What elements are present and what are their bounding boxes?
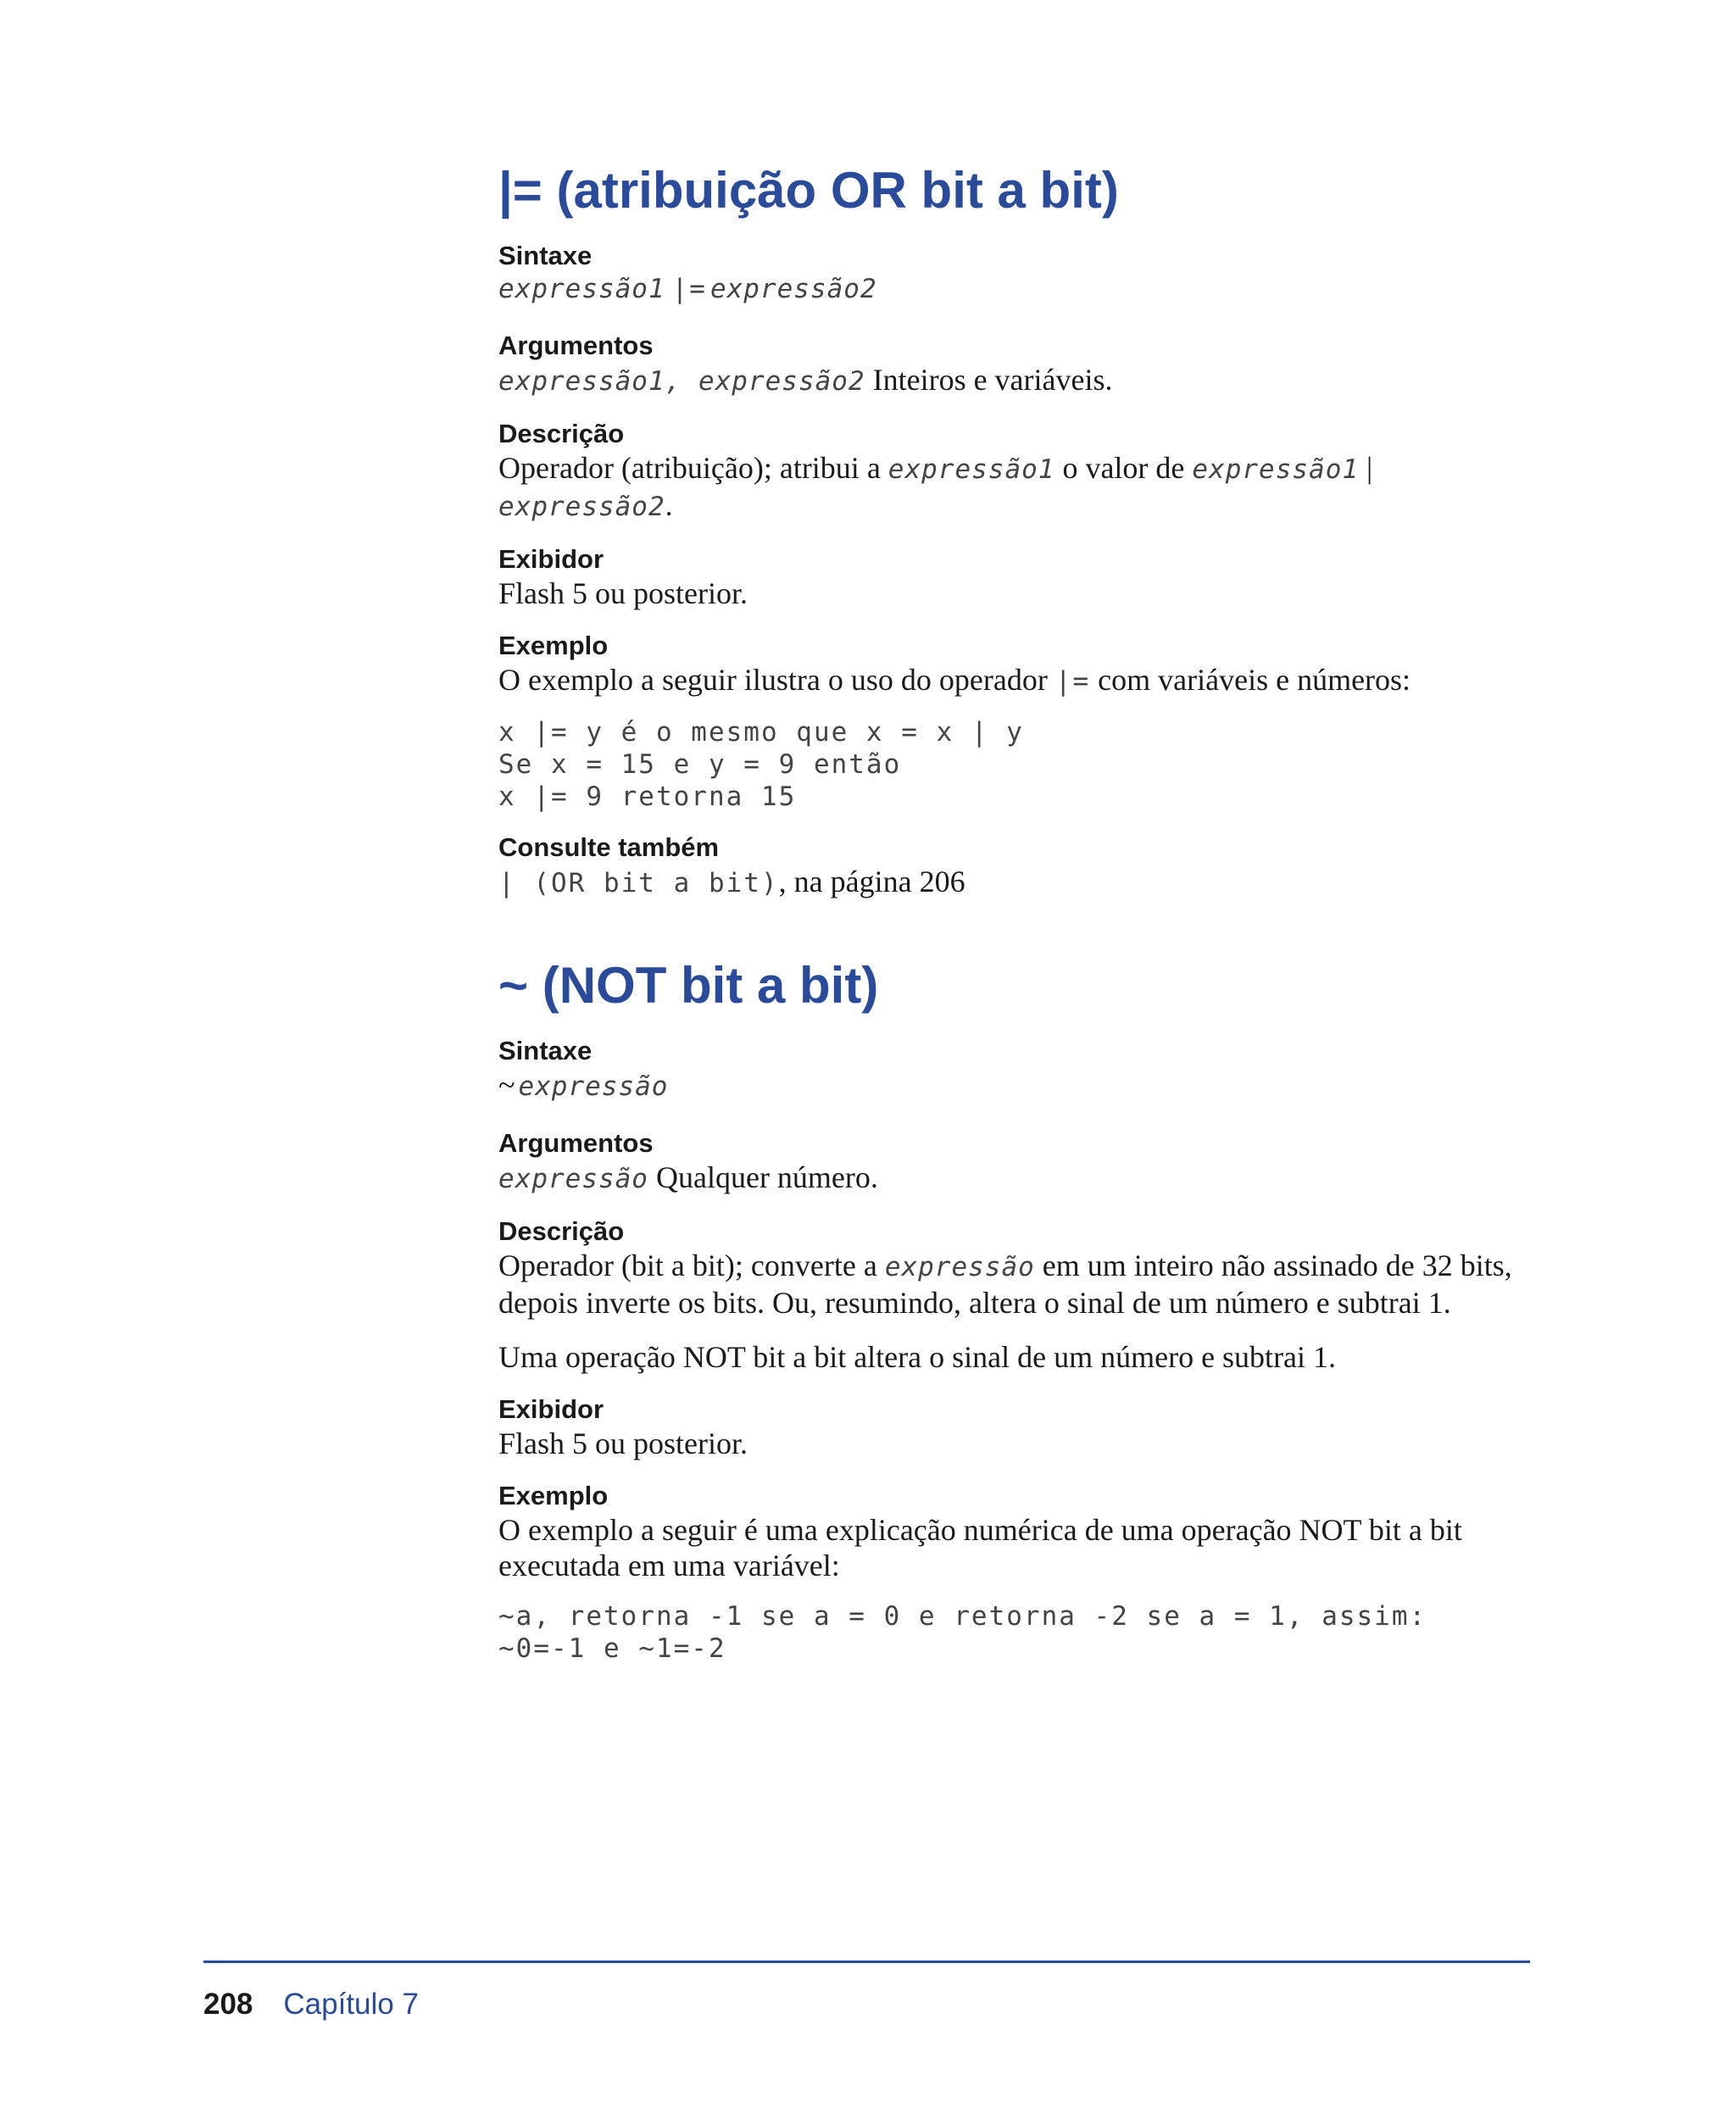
section-title: |= (atribuição OR bit a bit) <box>498 162 1119 219</box>
code-line: x |= y é o mesmo que x = x | y <box>498 717 1024 748</box>
description-fragment: . <box>665 488 673 522</box>
arguments-code: expressão1, expressão2 <box>498 366 865 397</box>
page-footer <box>203 1988 419 2030</box>
code-line: ~0=-1 e ~1=-2 <box>498 1633 726 1664</box>
player-heading: Exibidor <box>498 544 604 574</box>
code-example <box>498 1600 1524 1665</box>
inline-code: expressão2 <box>498 492 665 522</box>
player-text: Flash 5 ou posterior. <box>498 576 748 610</box>
description-text <box>498 1248 1524 1321</box>
description-heading: Descrição <box>498 419 625 448</box>
syntax-heading: Sintaxe <box>498 1036 593 1065</box>
description-fragment: Operador (atribuição); atribui a <box>498 451 888 485</box>
arguments-text <box>498 1160 1524 1197</box>
arguments-heading: Argumentos <box>498 331 654 360</box>
arguments-description: Inteiros e variáveis. <box>865 363 1113 397</box>
see-also-code: | (OR bit a bit) <box>498 868 779 898</box>
example-heading: Exemplo <box>498 631 609 660</box>
example-text <box>498 662 1524 699</box>
arguments-text <box>498 362 1524 399</box>
syntax-operand: expressão2 <box>709 274 877 304</box>
arguments-description: Qualquer número. <box>648 1160 878 1194</box>
syntax-line <box>498 272 1524 311</box>
description-paragraph: Uma operação NOT bit a bit altera o sinal de um número e subtrai 1. <box>498 1340 1337 1374</box>
player-text: Flash 5 ou posterior. <box>498 1427 748 1460</box>
code-line: ~a, retorna -1 se a = 0 e retorna -2 se a = 1, assim: <box>498 1601 1427 1632</box>
page-number: 208 <box>203 1988 253 2021</box>
chapter-label: Capítulo 7 <box>283 1988 419 2021</box>
description-fragment: | <box>1359 451 1373 485</box>
description-fragment: o valor de <box>1054 451 1193 485</box>
arguments-code: expressão <box>498 1164 648 1194</box>
arguments-heading: Argumentos <box>498 1128 654 1158</box>
description-heading: Descrição <box>498 1216 625 1246</box>
footer-divider <box>203 1960 1530 1963</box>
code-line: Se x = 15 e y = 9 então <box>498 749 902 780</box>
section-title: ~ (NOT bit a bit) <box>498 957 879 1014</box>
player-heading: Exibidor <box>498 1394 604 1424</box>
see-also-text: , na página 206 <box>778 865 965 898</box>
description-text <box>498 450 1524 525</box>
example-text: O exemplo a seguir é uma explicação numérica de uma operação NOT bit a bit executada em uma variável: <box>498 1513 1462 1582</box>
page-content <box>498 157 1524 1665</box>
syntax-operator: ~ <box>498 1068 515 1102</box>
see-also-heading: Consulte também <box>498 832 720 862</box>
description-fragment: Operador (bit a bit); converte a <box>498 1249 885 1282</box>
inline-code: expressão1 <box>1192 454 1360 485</box>
syntax-operand: expressão <box>518 1071 669 1102</box>
code-example <box>498 716 1524 813</box>
inline-code: expressão <box>884 1252 1035 1282</box>
syntax-operand: expressão1 <box>498 274 665 304</box>
syntax-line <box>498 1067 1524 1109</box>
example-fragment: O exemplo a seguir ilustra o uso do operador <box>498 663 1055 697</box>
see-also-link[interactable] <box>498 864 1524 901</box>
syntax-operator: |= <box>671 274 707 304</box>
code-line: x |= 9 retorna 15 <box>498 781 797 812</box>
inline-code: |= <box>1054 666 1091 697</box>
syntax-heading: Sintaxe <box>498 241 593 270</box>
description-fragment: em um inteiro não assinado de 32 bits, depois inverte os bits. Ou, resumindo, altera o sinal de um número e subtrai 1. <box>498 1249 1512 1320</box>
example-fragment: com variáveis e números: <box>1090 663 1411 697</box>
inline-code: expressão1 <box>887 454 1055 485</box>
example-heading: Exemplo <box>498 1481 609 1510</box>
